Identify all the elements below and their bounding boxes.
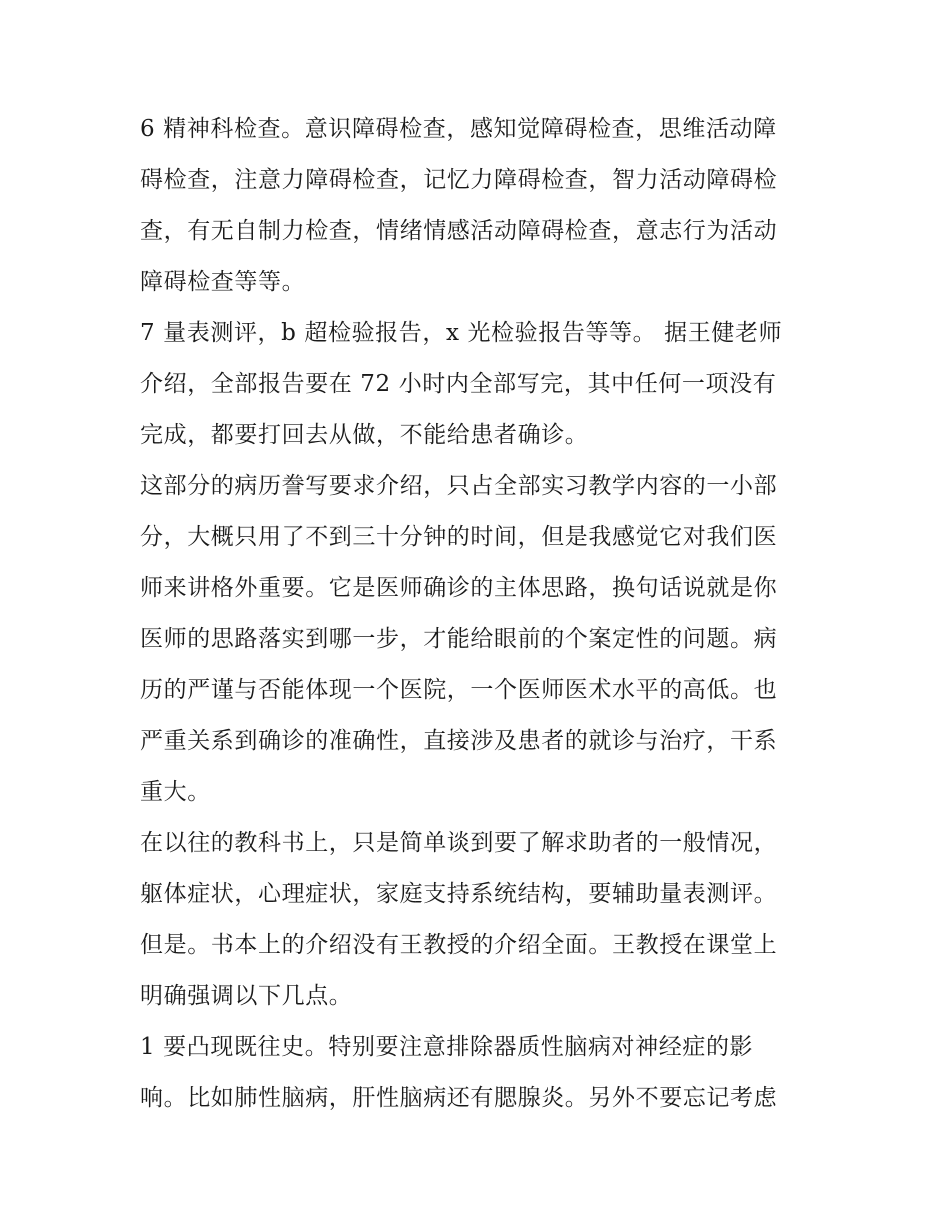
- text-line: 但是。书本上的介绍没有王教授的介绍全面。王教授在课堂上: [140, 932, 778, 958]
- text-line: 响。比如肺性脑病，肝性脑病还有腮腺炎。另外不要忘记考虑: [140, 1085, 778, 1111]
- text-line: 师来讲格外重要。它是医师确诊的主体思路，换句话说就是你: [140, 575, 778, 601]
- text-line: 查，有无自制力检查，情绪情感活动障碍检查，意志行为活动: [140, 218, 778, 244]
- text-line: 严重关系到确诊的准确性，直接涉及患者的就诊与治疗，干系: [140, 728, 778, 754]
- text-line: 障碍检查等等。: [140, 269, 306, 295]
- text-line: 医师的思路落实到哪一步，才能给眼前的个案定性的问题。病: [140, 626, 778, 652]
- text-line: 躯体症状，心理症状，家庭支持系统结构，要辅助量表测评。: [140, 881, 778, 907]
- text-line: 明确强调以下几点。: [140, 983, 353, 1009]
- text-line: 分，大概只用了不到三十分钟的时间，但是我感觉它对我们医: [140, 524, 778, 550]
- text-line: 重大。: [140, 779, 211, 805]
- text-line: 介绍，全部报告要在 72 小时内全部写完，其中任何一项没有: [140, 371, 777, 397]
- text-line: 历的严谨与否能体现一个医院，一个医师医术水平的高低。也: [140, 677, 778, 703]
- text-line: 6 精神科检查。意识障碍检查，感知觉障碍检查，思维活动障: [140, 116, 777, 142]
- text-line: 7 量表测评，b 超检验报告，x 光检验报告等等。 据王健老师: [140, 320, 783, 346]
- text-line: 这部分的病历誊写要求介绍，只占全部实习教学内容的一小部: [140, 473, 778, 499]
- text-line: 碍检查，注意力障碍检查，记忆力障碍检查，智力活动障碍检: [140, 167, 778, 193]
- document-body: [140, 104, 820, 1124]
- text-line: 在以往的教科书上，只是简单谈到要了解求助者的一般情况，: [140, 830, 778, 856]
- text-line: 1 要凸现既往史。特别要注意排除器质性脑病对神经症的影: [140, 1034, 754, 1060]
- text-line: 完成，都要打回去从做，不能给患者确诊。: [140, 422, 589, 448]
